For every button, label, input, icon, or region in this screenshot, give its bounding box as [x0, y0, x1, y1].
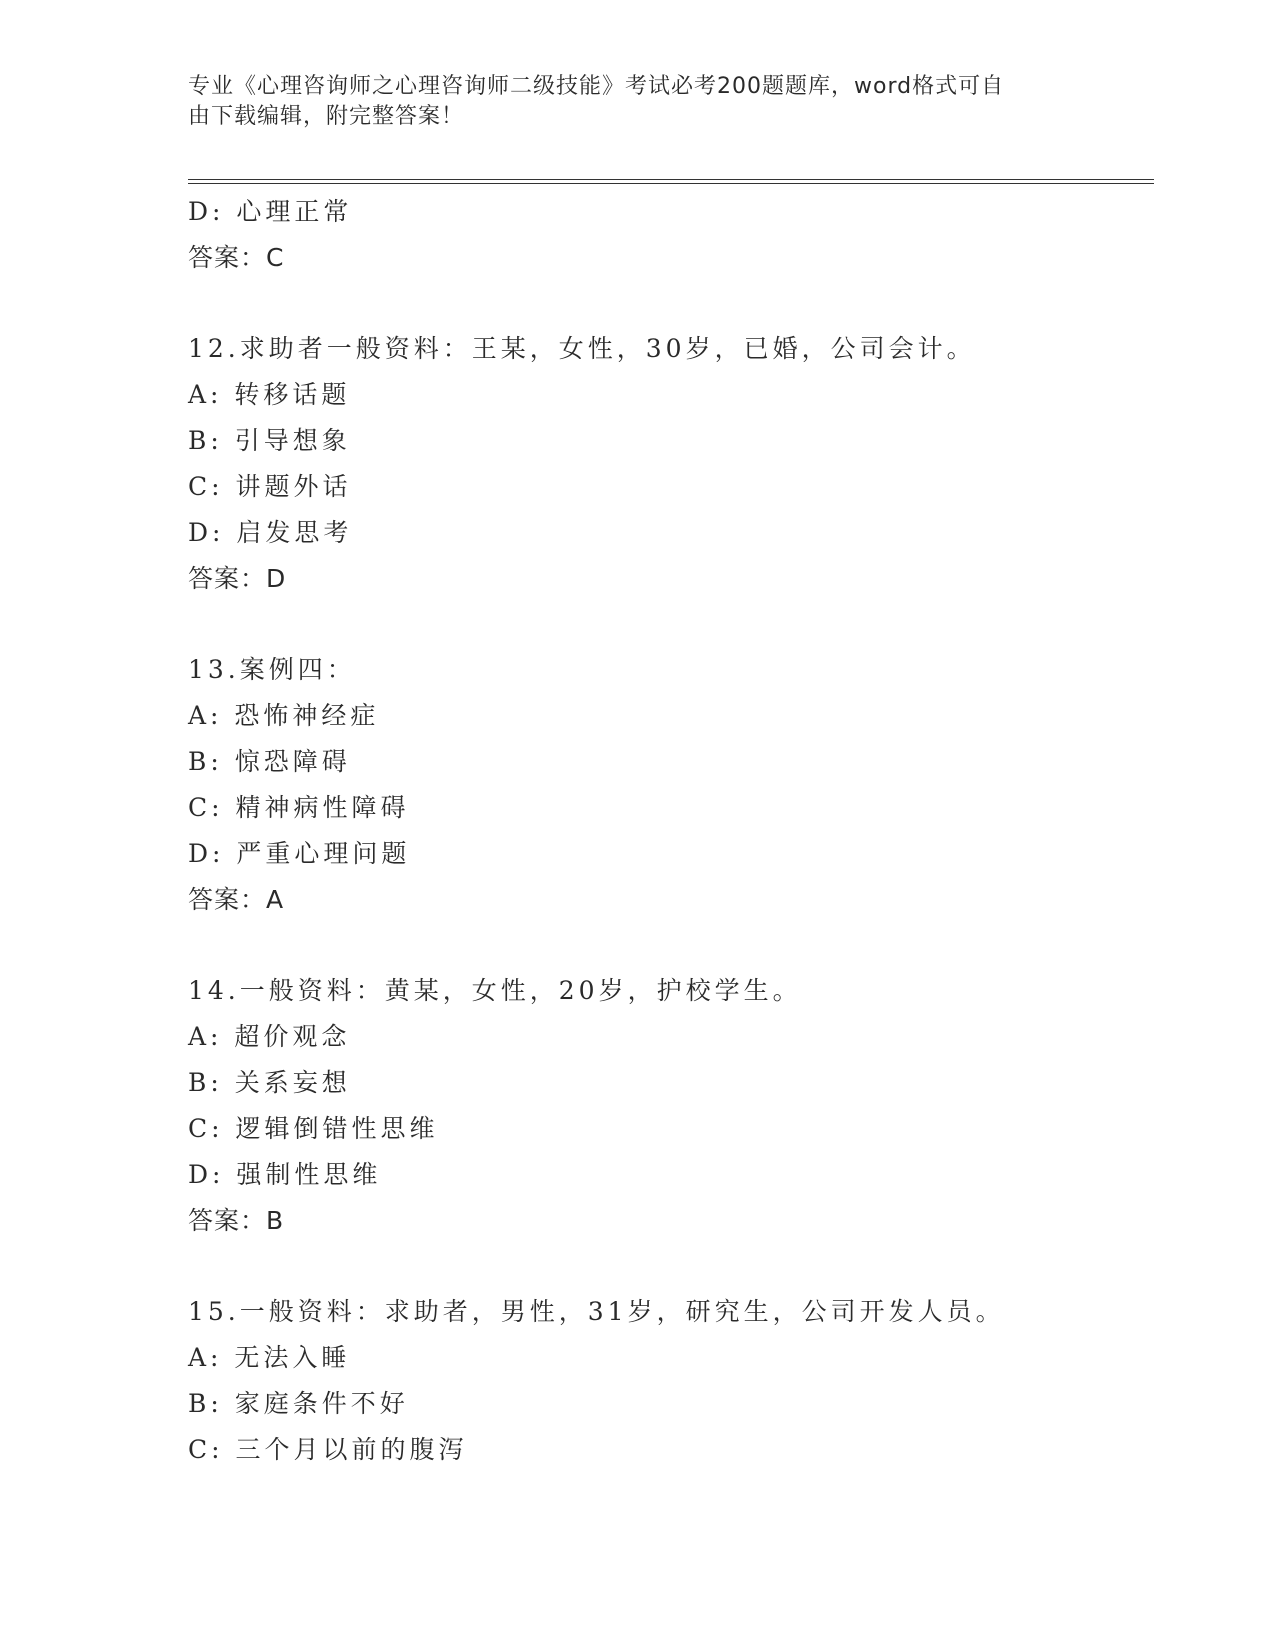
question-14 — [188, 968, 1148, 1244]
spacer — [188, 281, 1148, 326]
header-divider-top — [188, 179, 1154, 180]
spacer — [188, 602, 1148, 647]
option-c: C: 精神病性障碍 — [188, 793, 410, 822]
option-line: D: 心理正常 — [188, 197, 353, 226]
option-a: A: 转移话题 — [188, 380, 351, 409]
option-a: A: 超价观念 — [188, 1022, 351, 1051]
question-15 — [188, 1289, 1148, 1473]
question-stem: 13.案例四： — [188, 655, 356, 684]
question-list — [188, 189, 1148, 1473]
question-stem: 15.一般资料：求助者，男性，31岁，研究生，公司开发人员。 — [188, 1297, 1005, 1326]
question-stem: 14.一般资料：黄某，女性，20岁，护校学生。 — [188, 976, 802, 1005]
document-header — [188, 72, 1068, 132]
header-line-1: 专业《心理咨询师之心理咨询师二级技能》考试必考200题题库，word格式可自 — [188, 74, 1005, 99]
answer-line: 答案：C — [188, 243, 285, 272]
option-b: B: 惊恐障碍 — [188, 747, 351, 776]
option-b: B: 关系妄想 — [188, 1068, 351, 1097]
option-a: A: 恐怖神经症 — [188, 701, 380, 730]
question-stem: 12.求助者一般资料：王某，女性，30岁，已婚，公司会计。 — [188, 334, 976, 363]
option-a: A: 无法入睡 — [188, 1343, 351, 1372]
header-divider-bottom — [188, 183, 1154, 184]
question-13 — [188, 647, 1148, 923]
option-c: C: 逻辑倒错性思维 — [188, 1114, 439, 1143]
option-c: C: 讲题外话 — [188, 472, 352, 501]
spacer — [188, 923, 1148, 968]
option-b: B: 引导想象 — [188, 426, 351, 455]
answer-line: 答案：D — [188, 564, 287, 593]
answer-line: 答案：B — [188, 1206, 285, 1235]
header-line-2: 由下载编辑，附完整答案！ — [188, 104, 465, 129]
option-c: C: 三个月以前的腹泻 — [188, 1435, 468, 1464]
option-d: D: 严重心理问题 — [188, 839, 411, 868]
question-12 — [188, 326, 1148, 602]
option-d: D: 启发思考 — [188, 518, 353, 547]
spacer — [188, 1244, 1148, 1289]
option-d: D: 强制性思维 — [188, 1160, 382, 1189]
option-b: B: 家庭条件不好 — [188, 1389, 409, 1418]
answer-line: 答案：A — [188, 885, 285, 914]
